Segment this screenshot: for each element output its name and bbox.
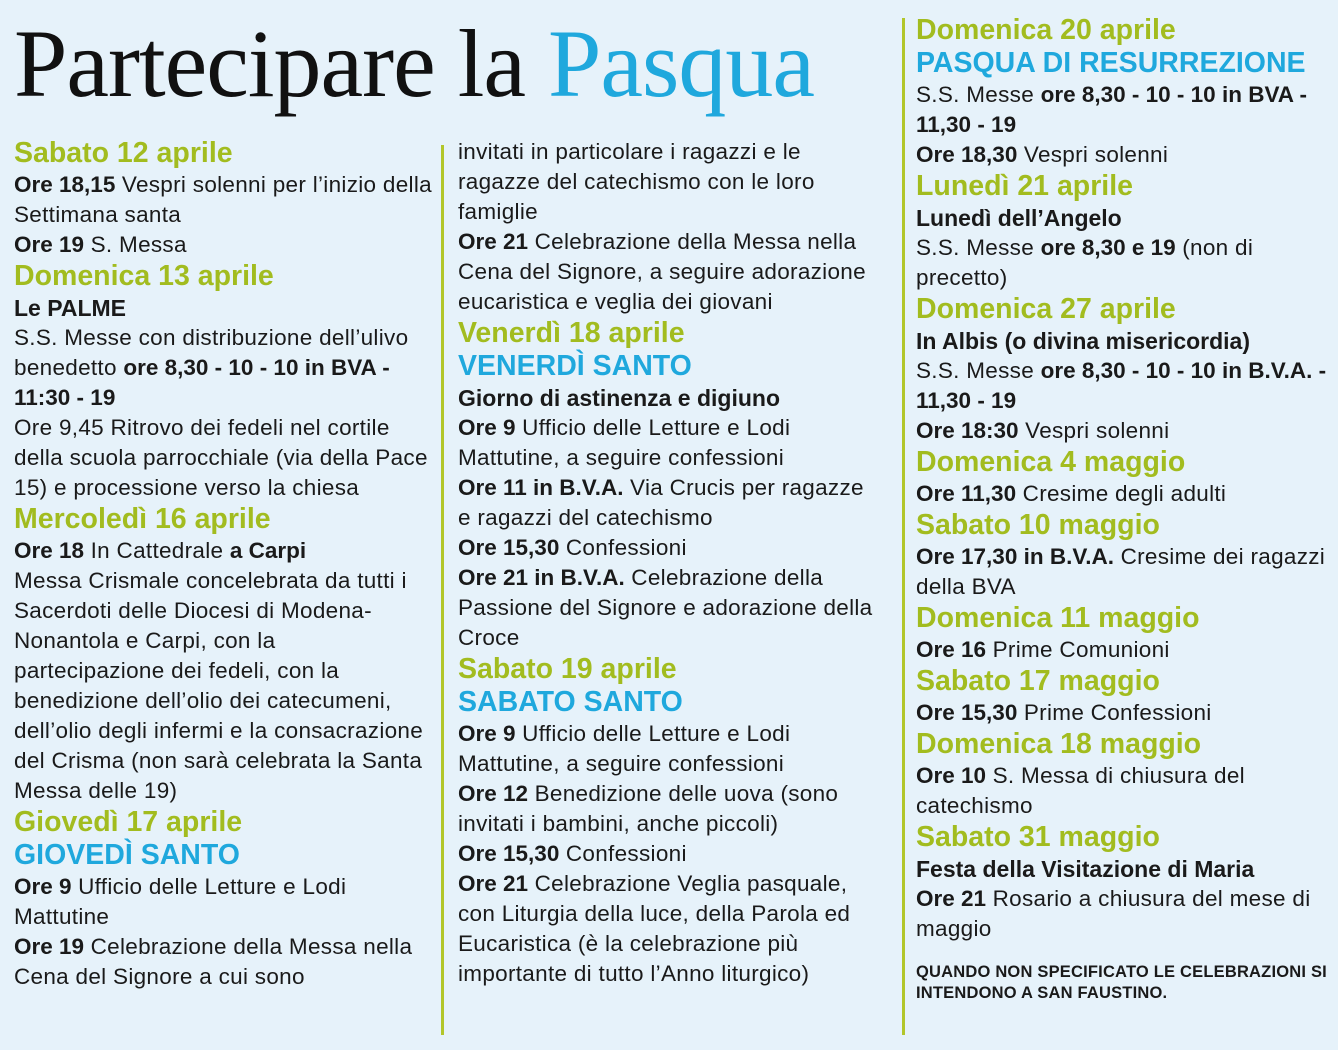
event-text: Cresime degli adulti (1016, 481, 1227, 506)
event-line (916, 80, 1328, 140)
column-1 (14, 137, 432, 992)
event-line: invitati in particolare i ragazzi e le ragazze del catechismo con le loro famiglie (458, 139, 815, 224)
event-special-title: GIOVEDÌ SANTO (14, 839, 240, 871)
event-line (916, 416, 1328, 446)
event-line (14, 230, 432, 260)
title-part1: Partecipare la (14, 10, 525, 117)
event-time: ore 8,30 - 10 - 10 in BVA - 11,30 - 19 (916, 82, 1307, 137)
event-time: Ore 15,30 (458, 535, 560, 560)
event-giovedi-17-aprile (14, 806, 432, 992)
event-time: Ore 18:30 (916, 418, 1019, 443)
event-time: Ore 9 (458, 721, 516, 746)
event-sabato-31-maggio (916, 821, 1328, 944)
column-divider (902, 18, 905, 1035)
event-text: Ufficio delle Letture e Lodi Mattutine, a seguire confessioni (458, 415, 791, 470)
event-domenica-13-aprile (14, 260, 432, 503)
event-line (916, 761, 1328, 821)
event-text: Cresime dei ragazzi della BVA (916, 544, 1326, 599)
event-time: Ore 18,15 (14, 172, 116, 197)
event-text: Confessioni (559, 535, 687, 560)
event-date: Mercoledì 16 aprile (14, 503, 271, 535)
event-time: ore 8,30 e 19 (1040, 235, 1176, 260)
event-line (458, 413, 878, 473)
event-line (458, 719, 878, 779)
event-date: Sabato 12 aprile (14, 137, 233, 169)
event-date: Sabato 31 maggio (916, 821, 1160, 853)
event-date: Domenica 13 aprile (14, 260, 274, 292)
event-time: Ore 16 (916, 637, 987, 662)
event-text: In Cattedrale (84, 538, 230, 563)
event-line (916, 884, 1328, 944)
event-line (458, 563, 878, 653)
event-date: Lunedì 21 aprile (916, 170, 1133, 202)
event-time: Ore 18 (14, 538, 85, 563)
event-line (916, 698, 1328, 728)
event-time: Ore 19 (14, 934, 85, 959)
event-time: Ore 12 (458, 781, 529, 806)
event-text: S. Messa di chiusura del catechismo (916, 763, 1245, 818)
event-line (458, 839, 878, 869)
event-line (916, 356, 1328, 416)
event-subtitle: In Albis (o divina misericordia) (916, 328, 1250, 354)
event-text: S.S. Messe (916, 82, 1041, 107)
event-sabato-12-aprile (14, 137, 432, 260)
event-line (14, 872, 432, 932)
event-line (14, 170, 432, 230)
event-line (916, 542, 1328, 602)
event-text: Prime Comunioni (986, 637, 1170, 662)
event-time: Ore 11 in B.V.A. (458, 475, 624, 500)
event-line (916, 635, 1328, 665)
event-lunedi-21-aprile (916, 170, 1328, 293)
event-line (458, 533, 878, 563)
event-text: Confessioni (559, 841, 687, 866)
event-time: Ore 9 (14, 874, 72, 899)
event-time: Ore 18,30 (916, 142, 1018, 167)
column-3 (916, 14, 1328, 1004)
event-domenica-27-aprile (916, 293, 1328, 446)
event-time: Ore 9 (458, 415, 516, 440)
event-time: Ore 15,30 (458, 841, 560, 866)
column-2 (458, 137, 878, 989)
event-mercoledi-16-aprile (14, 503, 432, 806)
event-line (458, 473, 878, 533)
event-text: Prime Confessioni (1017, 700, 1212, 725)
event-line: Ore 9,45 Ritrovo dei fedeli nel cortile della scuola parrocchiale (via della Pace 15) e processione verso la chiesa (14, 415, 428, 500)
event-text: S.S. Messe (916, 235, 1041, 260)
event-line (14, 323, 432, 413)
event-text: Ufficio delle Letture e Lodi Mattutine (14, 874, 347, 929)
event-text: Celebrazione della Passione del Signore e adorazione della Croce (458, 565, 873, 650)
event-special-title: VENERDÌ SANTO (458, 350, 692, 382)
event-line: Messa Crismale concelebrata da tutti i Sacerdoti delle Diocesi di Modena-Nonantola e Carpi, con la partecipazione dei fedeli, con la benedizione dell’olio dei catecumeni, dell’olio degli infermi e la consacrazione del Crisma (non sarà celebrata la Santa Messa delle 19) (14, 568, 424, 803)
event-date: Domenica 20 aprile (916, 14, 1176, 46)
event-date: Domenica 27 aprile (916, 293, 1176, 325)
event-domenica-18-maggio (916, 728, 1328, 821)
event-line (14, 932, 432, 992)
event-domenica-20-aprile (916, 14, 1328, 170)
event-subtitle: Lunedì dell’Angelo (916, 205, 1122, 231)
event-text: Vespri solenni per l’inizio della Settimana santa (14, 172, 432, 227)
event-text: S.S. Messe (916, 358, 1041, 383)
title-part2: Pasqua (548, 10, 814, 117)
event-time: Ore 10 (916, 763, 987, 788)
event-text: S.S. Messe con distribuzione dell’ulivo benedetto (14, 325, 409, 380)
event-text: Celebrazione della Messa nella Cena del Signore a cui sono (14, 934, 413, 989)
event-text: Via Crucis per ragazze e ragazzi del catechismo (458, 475, 864, 530)
event-text: Celebrazione della Messa nella Cena del Signore, a seguire adorazione eucaristica e veglia dei giovani (458, 229, 866, 314)
event-text: Rosario a chiusura del mese di maggio (916, 886, 1311, 941)
event-line (458, 869, 878, 989)
event-date: Domenica 11 maggio (916, 602, 1200, 634)
footnote: QUANDO NON SPECIFICATO LE CELEBRAZIONI SI INTENDONO A SAN FAUSTINO. (916, 963, 1327, 1002)
event-date: Sabato 10 maggio (916, 509, 1160, 541)
event-subtitle: Giorno di astinenza e digiuno (458, 385, 781, 411)
event-text: Celebrazione Veglia pasquale, con Liturgia della luce, della Parola ed Eucaristica (è la celebrazione più importante di tutto l’Anno liturgico) (458, 871, 851, 986)
event-special-title: PASQUA DI RESURREZIONE (916, 47, 1306, 79)
event-line (916, 479, 1328, 509)
event-subtitle: Le PALME (14, 295, 127, 321)
event-text: Ufficio delle Letture e Lodi Mattutine, a seguire confessioni (458, 721, 791, 776)
event-time: Ore 21 (458, 871, 529, 896)
event-special-title: SABATO SANTO (458, 686, 683, 718)
event-line (916, 140, 1328, 170)
event-subtitle: Festa della Visitazione di Maria (916, 856, 1255, 882)
event-sabato-19-aprile (458, 653, 878, 989)
event-sabato-17-maggio (916, 665, 1328, 728)
event-line (458, 779, 878, 839)
event-time: Ore 19 (14, 232, 85, 257)
event-time: ore 8,30 - 10 - 10 in B.V.A. - 11,30 - 19 (916, 358, 1327, 413)
event-line (14, 536, 432, 566)
event-date: Sabato 19 aprile (458, 653, 677, 685)
event-time: Ore 17,30 in B.V.A. (916, 544, 1115, 569)
event-date: Giovedì 17 aprile (14, 806, 243, 838)
event-time: Ore 11,30 (916, 481, 1017, 506)
event-time: Ore 15,30 (916, 700, 1018, 725)
event-giovedi-17-aprile-continued (458, 137, 878, 317)
column-divider (441, 145, 444, 1035)
event-time: Ore 21 in B.V.A. (458, 565, 625, 590)
event-text: Benedizione delle uova (sono invitati i bambini, anche piccoli) (458, 781, 839, 836)
event-date: Sabato 17 maggio (916, 665, 1160, 697)
event-date: Venerdì 18 aprile (458, 317, 685, 349)
event-text: S. Messa (84, 232, 187, 257)
event-line (916, 233, 1328, 293)
page-title (14, 4, 814, 124)
event-domenica-4-maggio (916, 446, 1328, 509)
event-text: Vespri solenni (1017, 142, 1169, 167)
event-place: a Carpi (229, 538, 307, 563)
event-sabato-10-maggio (916, 509, 1328, 602)
event-venerdi-18-aprile (458, 317, 878, 653)
event-text: (non di precetto) (916, 235, 1254, 290)
event-domenica-11-maggio (916, 602, 1328, 665)
event-text: Vespri solenni (1018, 418, 1170, 443)
event-date: Domenica 4 maggio (916, 446, 1186, 478)
event-time: Ore 21 (916, 886, 987, 911)
event-time: ore 8,30 - 10 - 10 in BVA - 11:30 - 19 (14, 355, 390, 410)
event-date: Domenica 18 maggio (916, 728, 1202, 760)
event-line (458, 227, 878, 317)
event-time: Ore 21 (458, 229, 529, 254)
